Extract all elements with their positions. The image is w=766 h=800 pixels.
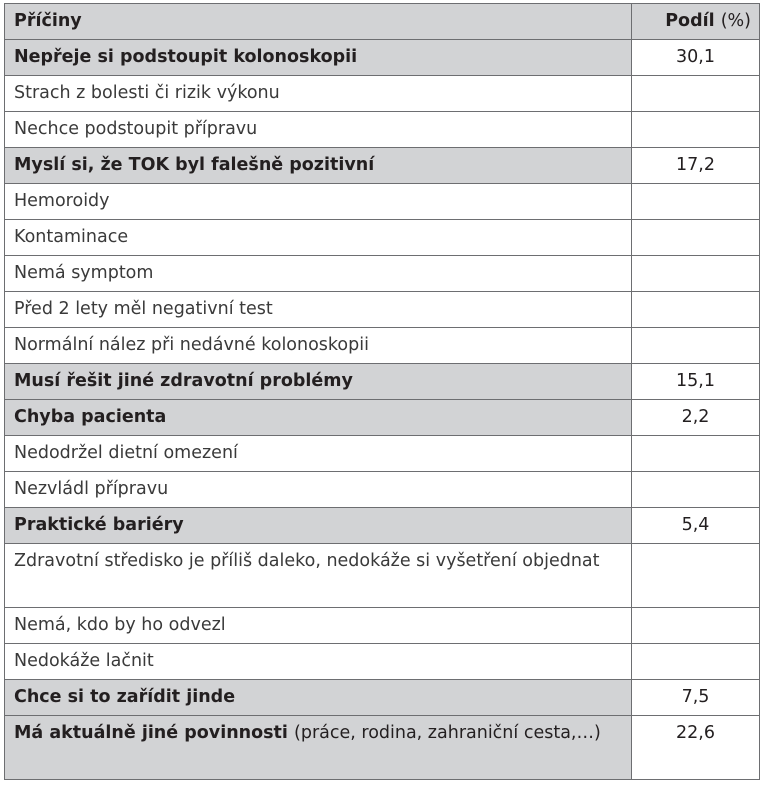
row-value xyxy=(632,608,760,644)
table-row xyxy=(5,472,760,508)
row-label: Nedokáže lačnit xyxy=(5,644,632,680)
header-share-label: Podíl xyxy=(665,11,715,31)
row-label: Zdravotní středisko je příliš daleko, nedokáže si vyšetření objednat xyxy=(5,544,632,608)
table-row xyxy=(5,220,760,256)
table-row xyxy=(5,364,760,400)
row-label: Chyba pacienta xyxy=(5,400,632,436)
row-value xyxy=(632,220,760,256)
row-value: 5,4 xyxy=(632,508,760,544)
row-value: 30,1 xyxy=(632,40,760,76)
table-row xyxy=(5,608,760,644)
row-label: Chce si to zařídit jinde xyxy=(5,680,632,716)
row-label: Hemoroidy xyxy=(5,184,632,220)
row-value xyxy=(632,544,760,608)
table-row xyxy=(5,644,760,680)
row-label: Nepřeje si podstoupit kolonoskopii xyxy=(5,40,632,76)
header-cause: Příčiny xyxy=(5,4,632,40)
table-row xyxy=(5,40,760,76)
header-share-unit: (%) xyxy=(720,11,751,31)
header-share xyxy=(632,4,760,40)
row-value: 17,2 xyxy=(632,148,760,184)
table-row xyxy=(5,256,760,292)
table-row xyxy=(5,76,760,112)
row-value xyxy=(632,644,760,680)
row-label-bold: Má aktuálně jiné povinnosti xyxy=(14,723,288,743)
row-label-detail: (práce, rodina, zahraniční cesta,…) xyxy=(294,723,601,743)
row-value: 7,5 xyxy=(632,680,760,716)
row-label: Musí řešit jiné zdravotní problémy xyxy=(5,364,632,400)
row-value xyxy=(632,112,760,148)
row-label: Kontaminace xyxy=(5,220,632,256)
table-row xyxy=(5,544,760,608)
table-row xyxy=(5,328,760,364)
row-label: Před 2 lety měl negativní test xyxy=(5,292,632,328)
table-row xyxy=(5,716,760,780)
table-header-row xyxy=(5,4,760,40)
row-value: 2,2 xyxy=(632,400,760,436)
row-value xyxy=(632,292,760,328)
table-row xyxy=(5,436,760,472)
row-label: Nemá, kdo by ho odvezl xyxy=(5,608,632,644)
row-label: Nechce podstoupit přípravu xyxy=(5,112,632,148)
table-row xyxy=(5,680,760,716)
row-label: Strach z bolesti či rizik výkonu xyxy=(5,76,632,112)
row-value: 22,6 xyxy=(632,716,760,780)
row-value xyxy=(632,328,760,364)
row-value xyxy=(632,76,760,112)
row-value xyxy=(632,184,760,220)
table-row xyxy=(5,112,760,148)
row-label: Praktické bariéry xyxy=(5,508,632,544)
table-row xyxy=(5,508,760,544)
causes-table xyxy=(4,3,760,780)
row-value xyxy=(632,472,760,508)
row-label: Nedodržel dietní omezení xyxy=(5,436,632,472)
causes-table-container xyxy=(4,3,759,780)
table-row xyxy=(5,400,760,436)
row-label xyxy=(5,716,632,780)
table-row xyxy=(5,184,760,220)
row-label: Myslí si, že TOK byl falešně pozitivní xyxy=(5,148,632,184)
row-label: Normální nález při nedávné kolonoskopii xyxy=(5,328,632,364)
row-value: 15,1 xyxy=(632,364,760,400)
row-value xyxy=(632,256,760,292)
table-row xyxy=(5,148,760,184)
table-row xyxy=(5,292,760,328)
row-label: Nemá symptom xyxy=(5,256,632,292)
row-value xyxy=(632,436,760,472)
row-label: Nezvládl přípravu xyxy=(5,472,632,508)
